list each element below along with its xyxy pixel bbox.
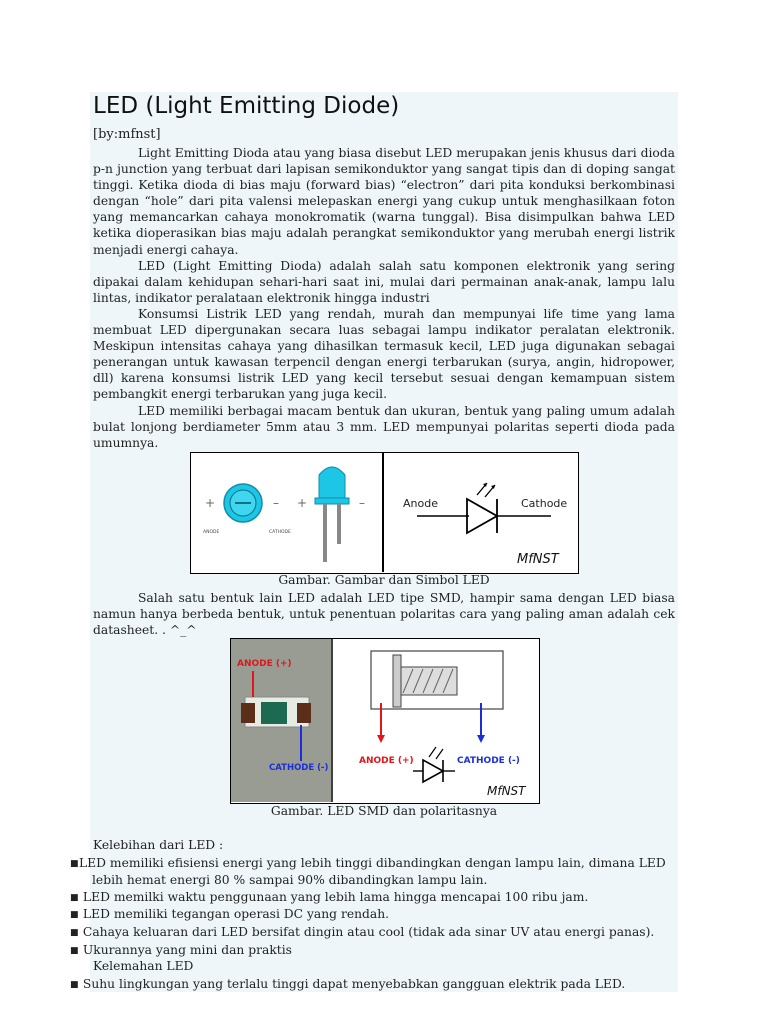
led-lead-long [323,504,327,562]
smd-signature: MfNST [487,784,526,798]
schematic-cathode-label: CATHODE (-) [457,756,520,766]
paragraph-5: Salah satu bentuk lain LED adalah LED tipe SMD, hampir sama dengan LED biasa namun hanya berbeda bentuk, untuk penentuan polaritas cara yang paling aman adalah cek datasheet. . ^_^ [93,591,675,638]
led-figure-graphic [191,453,577,572]
plus-sign: + [205,496,216,510]
paragraph-3: Konsumsi Listrik LED yang rendah, murah dan mempunyai life time yang lama membuat LED dipergunakan secara luas sebagai lampu indikator peralatan elektronik. Meskipun intensitas cahaya yang dihasilkan termasuk kecil, LED juga digunakan sebagai penerangan untuk kawasan terpencil dengan energi terbarukan (surya, angin, hidropower, dll) karena konsumsi listrik LED yang kecil tersebut sesuai dengan kemampuan sistem pembangkit energi terbarukan yang juga kecil. [93,307,675,402]
minus-sign: – [273,496,279,510]
advantage-item: ■LED memiliki efisiensi energi yang lebih tinggi dibandingkan dengan lampu lain, dimana LED lebih hemat energi 80 % sampai 90% dibandingkan lampu lain. [70,856,666,887]
advantage-item: ■ Ukurannya yang mini dan praktis [70,943,292,957]
disadvantages-heading: Kelemahan LED [93,959,194,973]
advantages-heading: Kelebihan dari LED : [93,838,224,852]
cathode-small-label: CATHODE [269,530,291,535]
plus-sign-2: + [297,496,308,510]
led-lead-short [337,504,341,544]
smd-diode-symbol [423,760,443,782]
diode-symbol [467,499,497,533]
paragraph-1: Light Emitting Dioda atau yang biasa disebut LED merupakan jenis khusus dari dioda p-n junction yang terbuat dari lapisan semikonduktor yang sangat tipis dan di doping sangat tinggi. Ketika dioda di bias maju (forward bias) “electron” dari pita konduksi berkombinasi dengan “hole” dari pita valensi melepaskan energi yang cukup untuk menghasilkaan foton yang memancarkan cahaya monokromatik (warna tunggal). Bisa disimpulkan bahwa LED ketika dioperasikan bias maju adalah perangkat semikonduktor yang merubah energi listrik menjadi energi cahaya. [93,146,675,257]
smd-figure-graphic [231,639,538,802]
bullet-icon: ■ [70,910,79,920]
minus-sign-2: – [359,496,365,510]
schematic-anode-label: ANODE (+) [359,756,414,766]
smd-anode-label: ANODE (+) [237,659,292,669]
led-figure [190,452,579,574]
led-side-view [319,467,345,498]
document-title: LED (Light Emitting Diode) [93,93,400,119]
smd-cathode-label: CATHODE (-) [269,763,329,773]
figure-2-caption: Gambar. LED SMD dan polaritasnya [270,804,498,818]
figure-1-caption: Gambar. Gambar dan Simbol LED [278,573,490,587]
cathode-label: Cathode [521,497,568,510]
disadvantage-item: ■ Suhu lingkungan yang terlalu tinggi dapat menyebabkan gangguan elektrik pada LED. [70,977,626,991]
bullet-icon: ■ [70,980,79,990]
anode-label: Anode [403,497,438,510]
bullet-icon: ■ [70,928,79,938]
signature: MfNST [517,552,559,567]
bullet-icon: ■ [70,859,79,869]
author-byline: [by:mfnst] [93,127,161,142]
paragraph-2: LED (Light Emitting Dioda) adalah salah satu komponen elektronik yang sering dipakai dalam kehidupan sehari-hari saat ini, mulai dari permainan anak-anak, lampu lalu lintas, indikator peralataan elektronik hingga industri [93,259,675,306]
smd-led-figure [230,638,540,804]
anode-small-label: ANODE [203,530,220,535]
bullet-icon: ■ [70,893,79,903]
bullet-icon: ■ [70,946,79,956]
advantage-item: ■ Cahaya keluaran dari LED bersifat dingin atau cool (tidak ada sinar UV atau energi panas). [70,925,655,939]
advantage-item: ■ LED memiliki tegangan operasi DC yang rendah. [70,907,390,921]
advantage-item: ■ LED memilki waktu penggunaan yang lebih lama hingga mencapai 100 ribu jam. [70,890,589,904]
paragraph-4: LED memiliki berbagai macam bentuk dan ukuran, bentuk yang paling umum adalah bulat lonjong berdiameter 5mm atau 3 mm. LED mempunyai polaritas seperti dioda pada umumnya. [93,404,675,451]
